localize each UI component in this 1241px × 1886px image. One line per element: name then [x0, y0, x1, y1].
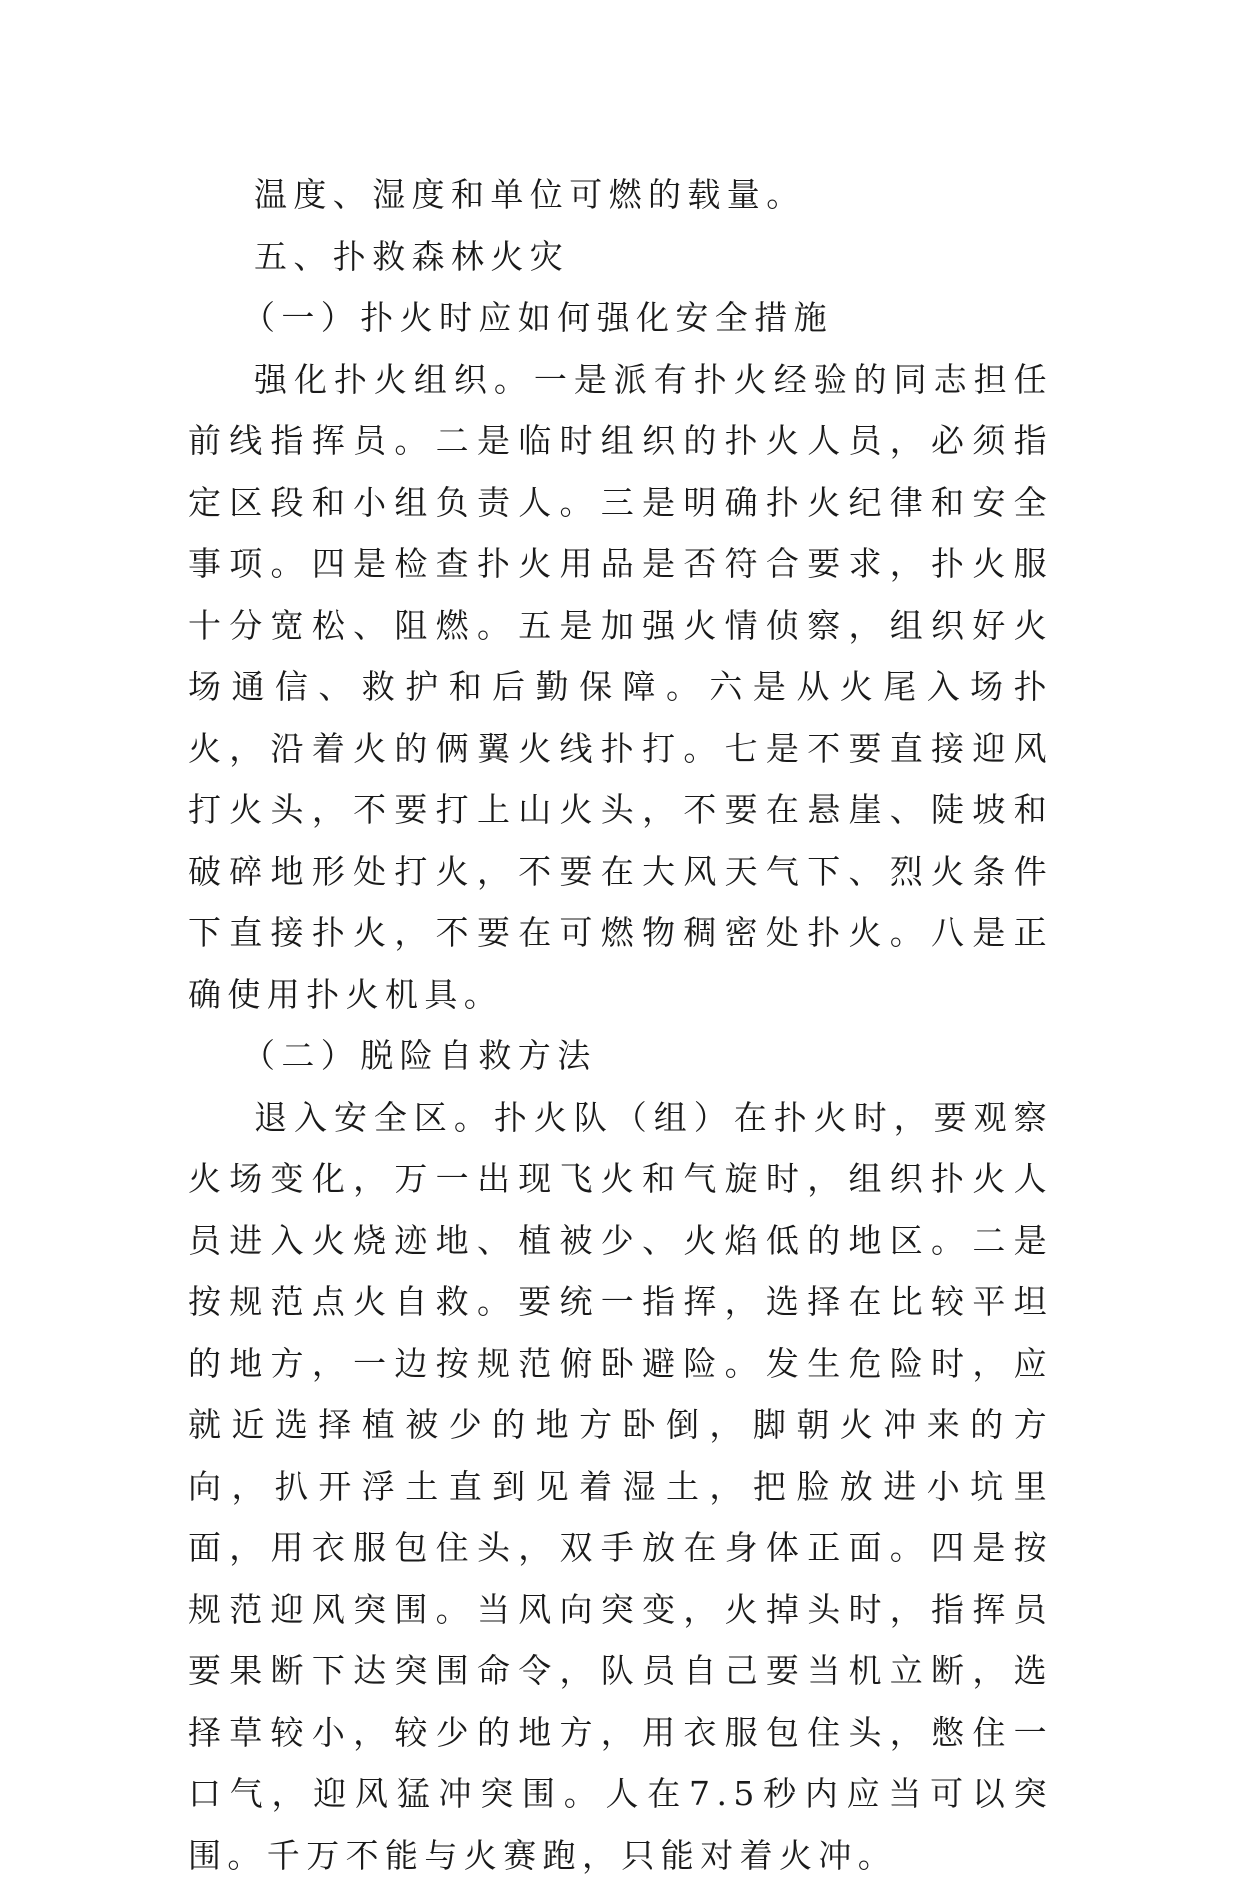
document-body: [188, 164, 1053, 1886]
paragraph-safety-measures: 强化扑火组织。一是派有扑火经验的同志担任前线指挥员。二是临时组织的扑火人员，必须指定区段和小组负责人。三是明确扑火纪律和安全事项。四是检查扑火用品是否符合要求，扑火服十分宽松、阻燃。五是加强火情侦察，组织好火场通信、救护和后勤保障。六是从火尾入场扑火，沿着火的俩翼火线扑打。七是不要直接迎风打火头，不要打上山火头，不要在悬崖、陡坡和破碎地形处打火，不要在大风天气下、烈火条件下直接扑火，不要在可燃物稠密处扑火。八是正确使用扑火机具。: [188, 349, 1053, 1026]
paragraph-continuation: 温度、湿度和单位可燃的载量。: [188, 164, 1053, 226]
section-heading: 五、扑救森林火灾: [188, 226, 1053, 288]
subsection-heading-1: （一）扑火时应如何强化安全措施: [188, 287, 1053, 349]
paragraph-self-rescue: 退入安全区。扑火队（组）在扑火时，要观察火场变化，万一出现飞火和气旋时，组织扑火人员进入火烧迹地、植被少、火焰低的地区。二是按规范点火自救。要统一指挥，选择在比较平坦的地方，一边按规范俯卧避险。发生危险时，应就近选择植被少的地方卧倒，脚朝火冲来的方向，扒开浮土直到见着湿土，把脸放进小坑里面，用衣服包住头，双手放在身体正面。四是按规范迎风突围。当风向突变，火掉头时，指挥员要果断下达突围命令，队员自己要当机立断，选择草较小，较少的地方，用衣服包住头，憋住一口气，迎风猛冲突围。人在7.5秒内应当可以突围。千万不能与火赛跑，只能对着火冲。: [188, 1087, 1053, 1886]
subsection-heading-2: （二）脱险自救方法: [188, 1025, 1053, 1087]
